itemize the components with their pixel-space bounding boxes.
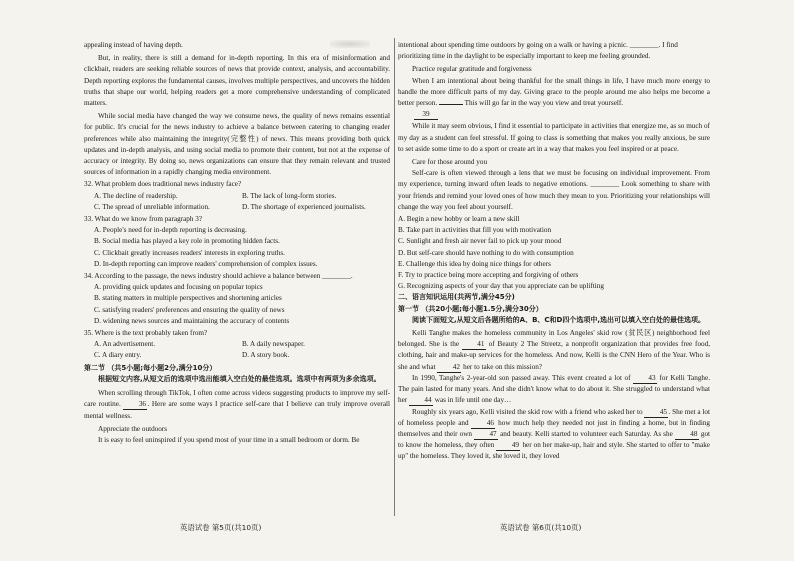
part-title: 二、语言知识运用(共两节,满分45分) (398, 293, 515, 302)
paragraph-continuation: appealing instead of having depth. (84, 41, 183, 49)
text: of Beauty 2 The Streetz, a nonprofit organization that provides free food, clothing, hair and make-up services for the homeless. And now, Kelli is the CNN Hero of the Year. Who is she and what (398, 340, 710, 371)
option-c: C. A diary entry. (94, 351, 142, 360)
blank-47: 47 (474, 430, 498, 440)
blank-41: 41 (462, 340, 486, 350)
blank-36: 36 (123, 400, 147, 410)
right-column (398, 40, 710, 540)
question-34: 34. According to the passage, the news industry should achieve a balance between ________. (84, 272, 353, 281)
paragraph: While social media have changed the way we consume news, the quality of news remains essential for public. It's crucial for the news industry to achieve a balance between catering to changing reader preferences while also maintaining the integrity(完整性) of news. This means providing both quick updates and in-depth analysis, and using social media to promote their content, but not at the expense of accuracy or integrity. By doing so, news organizations can ensure that they remain relevant and trusted sources of information in a rapidly changing media environment. (84, 112, 390, 177)
option-a: A. providing quick updates and focusing on popular topics (94, 283, 263, 292)
text: got to know the homeless, they often (398, 429, 710, 450)
options-row (84, 339, 390, 350)
paragraph (398, 76, 710, 110)
text: . She met a lot of homeless people and (398, 407, 710, 427)
cloze-paragraph (398, 328, 710, 373)
option-a: A. An advertisement. (94, 340, 156, 349)
paragraph: Self-care is often viewed through a lens that we must be focusing on individual improvement. From my experience, turning inward often leads to negative emotions. ________ Look something to share with your friends and remind your loved ones of how much they mean to you. Prioritizing your relationships will change the way you feel about yourself. (398, 169, 710, 211)
text: When I am intentional about being thankful for the small things in life, I have much more energy to handle the more difficult parts of my day. Giving grace to the people around me also helps me become a better person. (398, 76, 710, 108)
text: When scrolling through TikTok, I often come across videos suggesting products to improve my self-care routine. (84, 389, 390, 409)
page-footer-left: 英语试卷 第5页(共10页) (180, 523, 262, 532)
option-g: G. Recognizing aspects of your day that you appreciate can be uplifting (398, 282, 604, 291)
blank-43: 43 (633, 374, 657, 384)
paragraph: While it may seem obvious, I find it essential to participate in activities that energize me, as so much of my day as a student can feel stressful. If going to class is something that makes you really anxious, be sure to set aside some time to do a sport or create art in a way that makes you feel inspired or at peace. (398, 122, 710, 153)
text: for Kelli Tanghe. The pain lasted for many years. And she didn't know what to do about it. She struggled to understand what her (398, 373, 710, 405)
option-d: D. In-depth reporting can improve readers' comprehension of complex issues. (94, 259, 318, 268)
option-b: B. The lack of long-form stories. (242, 191, 337, 200)
page-footer-right: 英语试卷 第6页(共10页) (500, 523, 582, 532)
text: Kelli Tanghe makes the homeless community in Los Angeles' skid row (贫民区) neighborhood feel belonged. She is the (398, 329, 710, 349)
option-d: D. The shortage of experienced journalists. (242, 202, 366, 211)
blank-42: 42 (437, 363, 461, 373)
text: and beauty. Kelli started to volunteer each Saturday. As she (500, 429, 673, 438)
option-b: B. Social media has played a key role in promoting hidden facts. (94, 237, 280, 246)
option-c: C. The spread of unreliable information. (94, 202, 210, 211)
paragraph: It is easy to feel uninspired if you spend most of your time in a small bedroom or dorm. Be (98, 435, 360, 444)
paragraph: But, in reality, there is still a demand for in-depth reporting. In this era of misinformation and clickbait, readers are seeking reliable sources of news that provide context, analysis, and accountability. Depth reporting explores the fundamental causes, involves multiple perspectives, and uncovers the hidden truths that shape our world, helping readers get a more comprehensive understanding of complicated matters. (84, 54, 390, 108)
option-c: C. satisfying readers' preferences and ensuring the quality of news (94, 305, 285, 314)
left-column (84, 40, 390, 540)
text: In 1990, Tanghe's 2-year-old son passed away. This event created a lot of (412, 373, 631, 382)
text: her to take on this mission? (463, 362, 542, 371)
option-f: F. Try to practice being more accepting and forgiving of others (398, 271, 579, 280)
cloze-paragraph (398, 373, 710, 407)
blank-46: 46 (471, 419, 495, 429)
option-a: A. People's need for in-depth reporting is decreasing. (94, 226, 247, 235)
question-35: 35. Where is the text probably taken from? (84, 329, 208, 338)
question-33: 33. What do we know from paragraph 3? (84, 215, 203, 224)
option-a: A. Begin a new hobby or learn a new skill (398, 215, 520, 224)
subheading: Appreciate the outdoors (98, 424, 168, 433)
blank-39 (398, 109, 710, 120)
option-d: D. But self-care should have nothing to do with consumption (398, 248, 574, 257)
option-b: B. Take part in activities that fill you with motivation (398, 226, 552, 235)
cloze-paragraph (398, 407, 710, 463)
option-d: D. widening news sources and maintaining the accuracy of contents (94, 316, 290, 325)
options-row (84, 350, 390, 361)
options-row (84, 191, 390, 202)
text: was in life until one day… (434, 396, 512, 405)
option-c: C. Clickbait greatly increases readers' interests in exploring truths. (94, 248, 285, 257)
text: Here are some ways I practice self-care that I believe can truly improve overall mental wellness. (84, 400, 390, 420)
subheading: Practice regular gratitude and forgiveness (412, 65, 532, 74)
blank (439, 104, 463, 105)
blank-44: 44 (409, 396, 433, 406)
text: Roughly six years ago, Kelli visited the skid row with a friend who asked her to (412, 407, 643, 416)
question-32: 32. What problem does traditional news industry face? (84, 180, 242, 189)
paragraph: When scrolling through TikTok, I often come across videos suggesting products to improve my self-care routine. 36. Here are some ways I practice self-care that I believe can truly improve overall mental wellness. (84, 389, 390, 420)
option-b: B. stating matters in multiple perspectives and shortening articles (94, 294, 282, 303)
option-c: C. Sunlight and fresh air never fail to pick up your mood (398, 237, 562, 246)
column-divider (394, 38, 395, 516)
section-instructions: 阅读下面短文,从短文后各题所给的A、B、C和D四个选项中,选出可以填入空白处的最佳选项。 (412, 315, 706, 324)
option-d: D. A story book. (242, 351, 290, 360)
option-a: A. The decline of readership. (94, 191, 178, 200)
text: how much help they needed not just in finding a home, but in finding themselves and their own (398, 418, 710, 438)
blank-49: 49 (496, 441, 520, 451)
blank-39-number: 39 (414, 110, 438, 120)
paragraph-continuation: intentional about spending time outdoors by going on a walk or having a picnic. ________. I find prioritizing time in the daylight to be especially important to keep me feeling grounded. (398, 41, 678, 61)
options-row (84, 202, 390, 213)
section-title: 第二节 （共5小题;每小题2分,满分10分） (84, 363, 217, 372)
text: her on her make-up, hair and style. She started to offer to "make up" the homeless. They loved it, she loved it, they loved (398, 441, 710, 461)
blank-45: 45 (644, 408, 668, 418)
option-b: B. A daily newspaper. (242, 340, 305, 349)
blank-48: 48 (675, 430, 699, 440)
section-title: 第一节 （共20小题;每小题1.5分,满分30分） (398, 304, 543, 313)
subheading: Care for those around you (412, 158, 488, 167)
option-e: E. Challenge this idea by doing nice things for others (398, 259, 551, 268)
section-instructions: 根据短文内容,从短文后的选项中选出能填入空白处的最佳选项。选项中有两项为多余选项。 (98, 374, 381, 383)
text: This will go far in the way you view and treat yourself. (464, 99, 624, 108)
